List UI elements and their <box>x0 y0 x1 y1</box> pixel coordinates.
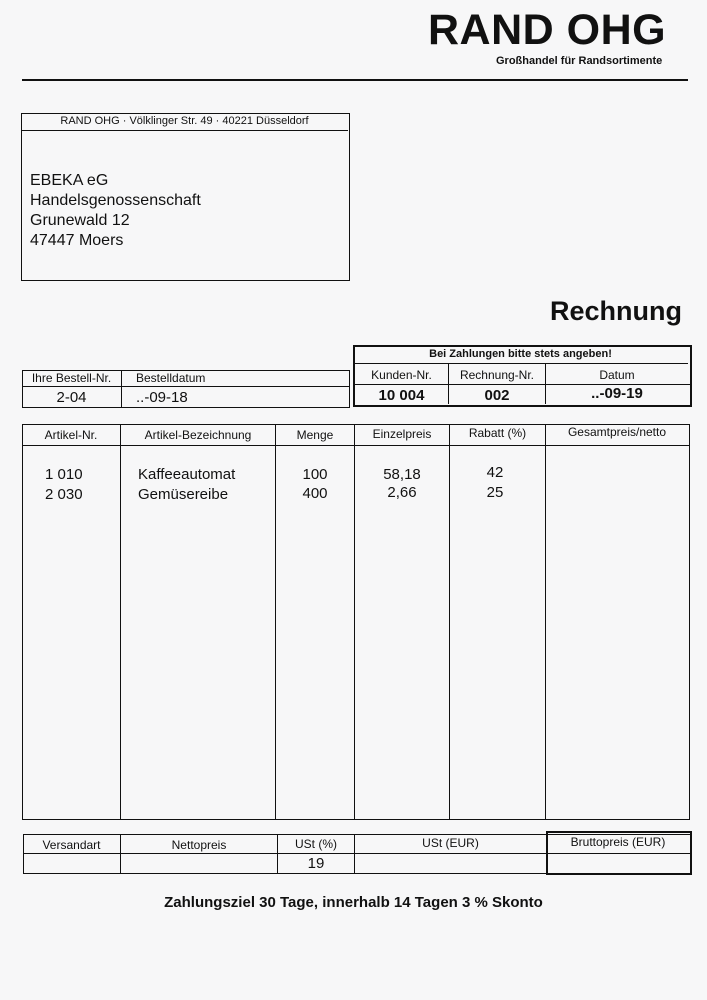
company-name: RAND OHG <box>428 6 667 54</box>
invoice-date: ..-09-19 <box>591 385 643 402</box>
article-no: 2 030 <box>45 486 83 503</box>
col-header-description: Artikel-Bezeichnung <box>144 428 252 442</box>
order-no: 2-04 <box>56 389 87 406</box>
discount: 42 <box>486 464 504 481</box>
order-date-label: Bestelldatum <box>136 371 206 385</box>
quantity: 400 <box>302 485 328 502</box>
invoice-no-label: Rechnung-Nr. <box>459 368 535 382</box>
col-header-total: Gesamtpreis/netto <box>567 425 667 439</box>
divider <box>545 424 546 819</box>
customer-no-label: Kunden-Nr. <box>371 368 432 382</box>
vat-percent-label: USt (%) <box>295 837 337 851</box>
recipient-line: EBEKA eG <box>30 172 109 189</box>
recipient-line: Handelsgenossenschaft <box>30 192 201 209</box>
gross-price-label: Bruttopreis (EUR) <box>570 835 666 849</box>
shipping-label: Versandart <box>42 838 101 852</box>
recipient-line: 47447 Moers <box>30 232 124 249</box>
article-description: Gemüsereibe <box>138 486 229 503</box>
divider <box>22 445 690 446</box>
divider <box>22 386 349 387</box>
col-header-unit-price: Einzelpreis <box>372 427 432 441</box>
vat-percent: 19 <box>307 855 325 872</box>
customer-no: 10 004 <box>378 387 425 404</box>
divider <box>120 424 121 819</box>
unit-price: 58,18 <box>383 466 421 483</box>
payment-terms: Zahlungsziel 30 Tage, innerhalb 14 Tagen 3 % Skonto <box>164 894 543 911</box>
document-title: Rechnung <box>550 296 682 326</box>
unit-price: 2,66 <box>387 484 417 501</box>
sender-line: RAND OHG · Völklinger Str. 49 · 40221 Düsseldorf <box>21 113 348 131</box>
vat-amount-label: USt (EUR) <box>422 836 479 850</box>
header-divider <box>22 79 688 81</box>
company-tagline: Großhandel für Randsortimente <box>496 55 663 67</box>
article-no: 1 010 <box>45 466 83 483</box>
quantity: 100 <box>302 466 328 483</box>
order-no-label: Ihre Bestell-Nr. <box>31 371 112 385</box>
col-header-discount: Rabatt (%) <box>468 426 527 440</box>
invoice-no: 002 <box>484 387 510 404</box>
col-header-article-no: Artikel-Nr. <box>44 428 98 442</box>
invoice-date-label: Datum <box>599 368 635 382</box>
order-date: ..-09-18 <box>136 389 188 406</box>
article-description: Kaffeeautomat <box>138 466 236 483</box>
divider <box>121 370 122 407</box>
payment-reference-note: Bei Zahlungen bitte stets angeben! <box>353 345 688 364</box>
col-header-quantity: Menge <box>296 428 334 442</box>
net-price-label: Nettopreis <box>171 838 227 852</box>
recipient-address <box>30 171 201 251</box>
recipient-line: Grunewald 12 <box>30 212 130 229</box>
discount: 25 <box>486 484 504 501</box>
